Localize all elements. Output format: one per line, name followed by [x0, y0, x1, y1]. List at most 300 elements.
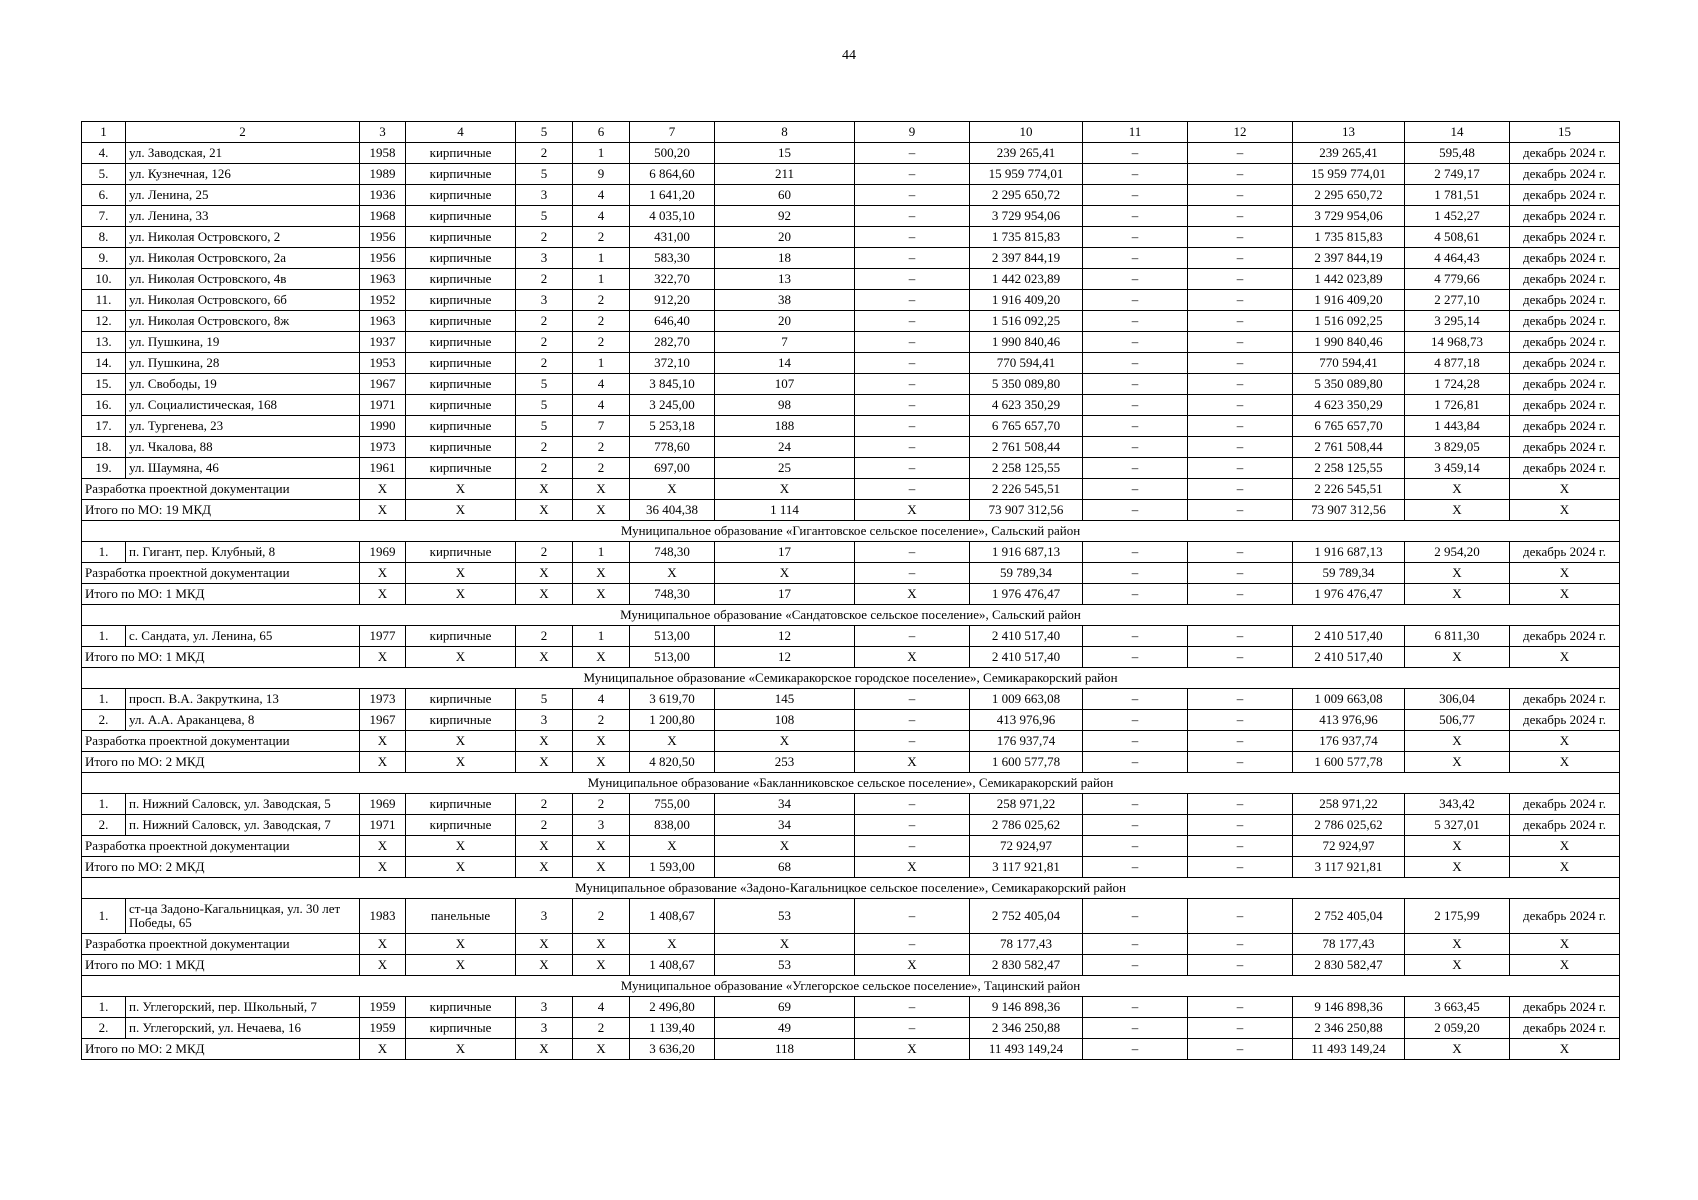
page-number: 44	[842, 48, 856, 63]
section-row	[82, 605, 1620, 626]
row-number: 13.	[82, 332, 126, 353]
cell-col-13: 6 765 657,70	[1293, 416, 1405, 437]
row-number: 18.	[82, 437, 126, 458]
cell-col-8: 92	[715, 206, 855, 227]
cell-col-4: кирпичные	[406, 248, 516, 269]
cell-col-4: кирпичные	[406, 437, 516, 458]
cell-col-6: 4	[573, 997, 630, 1018]
cell-col-9: –	[855, 542, 970, 563]
address: ст-ца Задоно-Кагальницкая, ул. 30 лет Победы, 65	[126, 899, 360, 934]
cell-col-7: 646,40	[630, 311, 715, 332]
cell-col-12: –	[1188, 290, 1293, 311]
summary-row	[82, 500, 1620, 521]
cell-col-10: 1 735 815,83	[970, 227, 1083, 248]
table-row	[82, 332, 1620, 353]
cell-col-14: 1 443,84	[1405, 416, 1510, 437]
cell-col-3: X	[360, 479, 406, 500]
cell-col-12: –	[1188, 626, 1293, 647]
cell-col-4: X	[406, 584, 516, 605]
cell-col-14: 1 724,28	[1405, 374, 1510, 395]
cell-col-10: 1 516 092,25	[970, 311, 1083, 332]
cell-col-5: 2	[516, 626, 573, 647]
row-number: 5.	[82, 164, 126, 185]
table-row	[82, 164, 1620, 185]
table-row	[82, 689, 1620, 710]
cell-col-11: –	[1083, 710, 1188, 731]
cell-col-10: 1 990 840,46	[970, 332, 1083, 353]
cell-col-5: X	[516, 752, 573, 773]
cell-col-13: 1 009 663,08	[1293, 689, 1405, 710]
cell-col-7: 1 408,67	[630, 955, 715, 976]
cell-col-8: 68	[715, 857, 855, 878]
table-row	[82, 290, 1620, 311]
cell-col-6: 1	[573, 353, 630, 374]
cell-col-9: X	[855, 500, 970, 521]
cell-col-8: 1 114	[715, 500, 855, 521]
cell-col-12: –	[1188, 647, 1293, 668]
cell-col-9: –	[855, 143, 970, 164]
cell-col-4: кирпичные	[406, 710, 516, 731]
cell-col-9: –	[855, 731, 970, 752]
summary-label: Разработка проектной документации	[82, 836, 360, 857]
cell-col-10: 2 397 844,19	[970, 248, 1083, 269]
cell-col-5: X	[516, 584, 573, 605]
summary-label: Разработка проектной документации	[82, 934, 360, 955]
row-number: 7.	[82, 206, 126, 227]
cell-col-12: –	[1188, 458, 1293, 479]
cell-col-7: X	[630, 836, 715, 857]
cell-col-4: кирпичные	[406, 353, 516, 374]
cell-col-11: –	[1083, 374, 1188, 395]
cell-col-14: 5 327,01	[1405, 815, 1510, 836]
cell-col-15: декабрь 2024 г.	[1510, 997, 1620, 1018]
cell-col-12: –	[1188, 857, 1293, 878]
summary-label: Разработка проектной документации	[82, 731, 360, 752]
cell-col-13: 2 295 650,72	[1293, 185, 1405, 206]
cell-col-5: X	[516, 563, 573, 584]
table-row	[82, 206, 1620, 227]
cell-col-7: X	[630, 934, 715, 955]
cell-col-10: 73 907 312,56	[970, 500, 1083, 521]
cell-col-14: 306,04	[1405, 689, 1510, 710]
summary-row	[82, 752, 1620, 773]
cell-col-6: 4	[573, 374, 630, 395]
cell-col-15: декабрь 2024 г.	[1510, 395, 1620, 416]
cell-col-14: 2 749,17	[1405, 164, 1510, 185]
column-number-1: 1	[82, 122, 126, 143]
cell-col-6: 2	[573, 437, 630, 458]
cell-col-15: декабрь 2024 г.	[1510, 143, 1620, 164]
cell-col-12: –	[1188, 395, 1293, 416]
cell-col-14: 4 877,18	[1405, 353, 1510, 374]
cell-col-3: X	[360, 857, 406, 878]
cell-col-3: 1973	[360, 689, 406, 710]
cell-col-6: 9	[573, 164, 630, 185]
cell-col-13: 2 761 508,44	[1293, 437, 1405, 458]
column-number-14: 14	[1405, 122, 1510, 143]
column-number-9: 9	[855, 122, 970, 143]
cell-col-13: 176 937,74	[1293, 731, 1405, 752]
cell-col-9: X	[855, 857, 970, 878]
cell-col-11: –	[1083, 934, 1188, 955]
cell-col-10: 2 830 582,47	[970, 955, 1083, 976]
cell-col-12: –	[1188, 227, 1293, 248]
cell-col-5: 5	[516, 395, 573, 416]
cell-col-14: 6 811,30	[1405, 626, 1510, 647]
address: ул. Социалистическая, 168	[126, 395, 360, 416]
cell-col-9: –	[855, 269, 970, 290]
cell-col-4: X	[406, 836, 516, 857]
cell-col-13: 72 924,97	[1293, 836, 1405, 857]
cell-col-3: 1959	[360, 1018, 406, 1039]
cell-col-11: –	[1083, 857, 1188, 878]
row-number: 11.	[82, 290, 126, 311]
cell-col-4: X	[406, 647, 516, 668]
table-row	[82, 458, 1620, 479]
cell-col-11: –	[1083, 815, 1188, 836]
cell-col-4: кирпичные	[406, 794, 516, 815]
cell-col-6: 2	[573, 332, 630, 353]
cell-col-3: X	[360, 563, 406, 584]
cell-col-15: X	[1510, 1039, 1620, 1060]
cell-col-7: 1 200,80	[630, 710, 715, 731]
cell-col-8: 107	[715, 374, 855, 395]
cell-col-5: 3	[516, 290, 573, 311]
section-row	[82, 773, 1620, 794]
cell-col-13: 239 265,41	[1293, 143, 1405, 164]
cell-col-13: 59 789,34	[1293, 563, 1405, 584]
cell-col-5: 5	[516, 374, 573, 395]
cell-col-4: кирпичные	[406, 227, 516, 248]
cell-col-3: X	[360, 752, 406, 773]
cell-col-14: X	[1405, 479, 1510, 500]
address: ул. Ленина, 25	[126, 185, 360, 206]
cell-col-8: 7	[715, 332, 855, 353]
address: ул. А.А. Араканцева, 8	[126, 710, 360, 731]
cell-col-12: –	[1188, 248, 1293, 269]
cell-col-15: декабрь 2024 г.	[1510, 206, 1620, 227]
cell-col-4: кирпичные	[406, 416, 516, 437]
cell-col-10: 3 729 954,06	[970, 206, 1083, 227]
cell-col-14: 1 452,27	[1405, 206, 1510, 227]
table-row	[82, 815, 1620, 836]
cell-col-7: 912,20	[630, 290, 715, 311]
cell-col-3: 1937	[360, 332, 406, 353]
cell-col-9: –	[855, 374, 970, 395]
cell-col-15: декабрь 2024 г.	[1510, 227, 1620, 248]
cell-col-3: 1967	[360, 710, 406, 731]
cell-col-4: кирпичные	[406, 290, 516, 311]
cell-col-9: –	[855, 458, 970, 479]
cell-col-12: –	[1188, 542, 1293, 563]
summary-row	[82, 955, 1620, 976]
cell-col-3: X	[360, 836, 406, 857]
cell-col-9: –	[855, 395, 970, 416]
cell-col-11: –	[1083, 731, 1188, 752]
cell-col-12: –	[1188, 374, 1293, 395]
cell-col-9: –	[855, 227, 970, 248]
cell-col-7: 838,00	[630, 815, 715, 836]
cell-col-13: 2 226 545,51	[1293, 479, 1405, 500]
cell-col-15: декабрь 2024 г.	[1510, 374, 1620, 395]
cell-col-6: 2	[573, 227, 630, 248]
cell-col-14: 3 459,14	[1405, 458, 1510, 479]
cell-col-5: 3	[516, 899, 573, 934]
cell-col-7: X	[630, 563, 715, 584]
address: ул. Кузнечная, 126	[126, 164, 360, 185]
table-row	[82, 899, 1620, 934]
cell-col-7: 778,60	[630, 437, 715, 458]
cell-col-13: 1 916 687,13	[1293, 542, 1405, 563]
cell-col-9: –	[855, 206, 970, 227]
cell-col-9: X	[855, 584, 970, 605]
cell-col-3: 1968	[360, 206, 406, 227]
cell-col-8: 18	[715, 248, 855, 269]
cell-col-9: –	[855, 416, 970, 437]
cell-col-11: –	[1083, 836, 1188, 857]
section-row	[82, 521, 1620, 542]
cell-col-8: 15	[715, 143, 855, 164]
cell-col-15: декабрь 2024 г.	[1510, 269, 1620, 290]
cell-col-11: –	[1083, 955, 1188, 976]
cell-col-12: –	[1188, 794, 1293, 815]
address: ул. Тургенева, 23	[126, 416, 360, 437]
cell-col-7: 3 845,10	[630, 374, 715, 395]
cell-col-4: X	[406, 500, 516, 521]
section-title: Муниципальное образование «Задоно-Кагальницкое сельское поселение», Семикаракорский район	[82, 878, 1620, 899]
cell-col-10: 2 226 545,51	[970, 479, 1083, 500]
cell-col-5: 3	[516, 185, 573, 206]
cell-col-13: 15 959 774,01	[1293, 164, 1405, 185]
cell-col-15: декабрь 2024 г.	[1510, 458, 1620, 479]
cell-col-11: –	[1083, 185, 1188, 206]
cell-col-10: 239 265,41	[970, 143, 1083, 164]
row-number: 17.	[82, 416, 126, 437]
cell-col-10: 2 295 650,72	[970, 185, 1083, 206]
cell-col-7: 513,00	[630, 626, 715, 647]
table-row	[82, 353, 1620, 374]
address: ул. Заводская, 21	[126, 143, 360, 164]
cell-col-9: –	[855, 248, 970, 269]
cell-col-5: 3	[516, 710, 573, 731]
cell-col-3: 1990	[360, 416, 406, 437]
cell-col-15: декабрь 2024 г.	[1510, 626, 1620, 647]
address: ул. Николая Островского, 8ж	[126, 311, 360, 332]
cell-col-5: X	[516, 1039, 573, 1060]
cell-col-9: –	[855, 1018, 970, 1039]
cell-col-13: 1 735 815,83	[1293, 227, 1405, 248]
cell-col-7: 755,00	[630, 794, 715, 815]
cell-col-3: 1936	[360, 185, 406, 206]
column-number-10: 10	[970, 122, 1083, 143]
cell-col-9: –	[855, 899, 970, 934]
cell-col-13: 5 350 089,80	[1293, 374, 1405, 395]
row-number: 10.	[82, 269, 126, 290]
cell-col-5: 5	[516, 206, 573, 227]
cell-col-11: –	[1083, 794, 1188, 815]
capital-repair-table	[81, 121, 1620, 1060]
cell-col-4: X	[406, 563, 516, 584]
cell-col-4: X	[406, 857, 516, 878]
cell-col-3: 1953	[360, 353, 406, 374]
column-number-row	[82, 122, 1620, 143]
cell-col-11: –	[1083, 563, 1188, 584]
column-number-2: 2	[126, 122, 360, 143]
summary-label: Итого по МО: 19 МКД	[82, 500, 360, 521]
cell-col-6: X	[573, 857, 630, 878]
cell-col-8: 12	[715, 647, 855, 668]
cell-col-10: 1 009 663,08	[970, 689, 1083, 710]
cell-col-10: 2 410 517,40	[970, 647, 1083, 668]
cell-col-12: –	[1188, 1018, 1293, 1039]
address: п. Углегорский, ул. Нечаева, 16	[126, 1018, 360, 1039]
cell-col-8: X	[715, 563, 855, 584]
cell-col-11: –	[1083, 689, 1188, 710]
cell-col-10: 59 789,34	[970, 563, 1083, 584]
table-row	[82, 1018, 1620, 1039]
table-row	[82, 542, 1620, 563]
cell-col-8: 108	[715, 710, 855, 731]
cell-col-6: X	[573, 934, 630, 955]
cell-col-15: X	[1510, 479, 1620, 500]
cell-col-12: –	[1188, 416, 1293, 437]
column-number-13: 13	[1293, 122, 1405, 143]
table-row	[82, 416, 1620, 437]
cell-col-3: 1971	[360, 395, 406, 416]
cell-col-11: –	[1083, 626, 1188, 647]
cell-col-6: 4	[573, 185, 630, 206]
section-row	[82, 668, 1620, 689]
cell-col-10: 11 493 149,24	[970, 1039, 1083, 1060]
cell-col-7: 748,30	[630, 584, 715, 605]
cell-col-4: кирпичные	[406, 311, 516, 332]
cell-col-15: декабрь 2024 г.	[1510, 794, 1620, 815]
cell-col-10: 413 976,96	[970, 710, 1083, 731]
address: ул. Чкалова, 88	[126, 437, 360, 458]
summary-label: Разработка проектной документации	[82, 563, 360, 584]
summary-row	[82, 647, 1620, 668]
cell-col-14: X	[1405, 934, 1510, 955]
cell-col-5: X	[516, 731, 573, 752]
cell-col-6: 1	[573, 626, 630, 647]
cell-col-13: 1 976 476,47	[1293, 584, 1405, 605]
cell-col-15: декабрь 2024 г.	[1510, 311, 1620, 332]
table-row	[82, 794, 1620, 815]
cell-col-14: 2 277,10	[1405, 290, 1510, 311]
cell-col-7: 322,70	[630, 269, 715, 290]
cell-col-6: 2	[573, 710, 630, 731]
cell-col-6: 2	[573, 311, 630, 332]
cell-col-10: 1 916 409,20	[970, 290, 1083, 311]
cell-col-4: X	[406, 752, 516, 773]
cell-col-14: 4 779,66	[1405, 269, 1510, 290]
table-row	[82, 395, 1620, 416]
cell-col-5: 2	[516, 437, 573, 458]
cell-col-6: 1	[573, 248, 630, 269]
cell-col-6: 3	[573, 815, 630, 836]
cell-col-11: –	[1083, 269, 1188, 290]
cell-col-6: X	[573, 479, 630, 500]
cell-col-15: декабрь 2024 г.	[1510, 332, 1620, 353]
cell-col-14: X	[1405, 752, 1510, 773]
cell-col-3: 1959	[360, 997, 406, 1018]
cell-col-9: –	[855, 437, 970, 458]
cell-col-6: X	[573, 731, 630, 752]
cell-col-13: 1 916 409,20	[1293, 290, 1405, 311]
cell-col-14: 4 508,61	[1405, 227, 1510, 248]
cell-col-12: –	[1188, 899, 1293, 934]
cell-col-6: 1	[573, 269, 630, 290]
cell-col-11: –	[1083, 437, 1188, 458]
row-number: 1.	[82, 899, 126, 934]
cell-col-13: 2 752 405,04	[1293, 899, 1405, 934]
cell-col-5: 5	[516, 689, 573, 710]
cell-col-14: 3 295,14	[1405, 311, 1510, 332]
cell-col-8: 20	[715, 227, 855, 248]
cell-col-14: X	[1405, 955, 1510, 976]
cell-col-7: 1 593,00	[630, 857, 715, 878]
cell-col-11: –	[1083, 479, 1188, 500]
cell-col-6: 4	[573, 689, 630, 710]
column-number-11: 11	[1083, 122, 1188, 143]
cell-col-8: 60	[715, 185, 855, 206]
cell-col-5: X	[516, 836, 573, 857]
cell-col-7: X	[630, 479, 715, 500]
cell-col-15: декабрь 2024 г.	[1510, 710, 1620, 731]
cell-col-8: X	[715, 836, 855, 857]
cell-col-7: 36 404,38	[630, 500, 715, 521]
cell-col-15: декабрь 2024 г.	[1510, 815, 1620, 836]
cell-col-15: X	[1510, 857, 1620, 878]
cell-col-11: –	[1083, 206, 1188, 227]
cell-col-15: декабрь 2024 г.	[1510, 290, 1620, 311]
cell-col-10: 15 959 774,01	[970, 164, 1083, 185]
cell-col-12: –	[1188, 437, 1293, 458]
cell-col-3: 1956	[360, 227, 406, 248]
cell-col-4: кирпичные	[406, 1018, 516, 1039]
cell-col-4: панельные	[406, 899, 516, 934]
cell-col-5: 2	[516, 143, 573, 164]
cell-col-12: –	[1188, 311, 1293, 332]
cell-col-9: –	[855, 836, 970, 857]
cell-col-6: 4	[573, 206, 630, 227]
cell-col-14: 4 464,43	[1405, 248, 1510, 269]
cell-col-12: –	[1188, 710, 1293, 731]
summary-row	[82, 934, 1620, 955]
cell-col-13: 1 516 092,25	[1293, 311, 1405, 332]
table-row	[82, 143, 1620, 164]
cell-col-4: X	[406, 479, 516, 500]
cell-col-12: –	[1188, 689, 1293, 710]
cell-col-13: 2 410 517,40	[1293, 647, 1405, 668]
cell-col-3: 1963	[360, 311, 406, 332]
summary-label: Итого по МО: 1 МКД	[82, 584, 360, 605]
cell-col-11: –	[1083, 1018, 1188, 1039]
row-number: 12.	[82, 311, 126, 332]
cell-col-3: 1956	[360, 248, 406, 269]
cell-col-7: 6 864,60	[630, 164, 715, 185]
cell-col-10: 2 752 405,04	[970, 899, 1083, 934]
cell-col-9: –	[855, 563, 970, 584]
cell-col-15: X	[1510, 647, 1620, 668]
cell-col-12: –	[1188, 563, 1293, 584]
cell-col-15: декабрь 2024 г.	[1510, 542, 1620, 563]
cell-col-9: –	[855, 815, 970, 836]
cell-col-12: –	[1188, 164, 1293, 185]
cell-col-15: X	[1510, 934, 1620, 955]
cell-col-4: кирпичные	[406, 269, 516, 290]
cell-col-13: 3 729 954,06	[1293, 206, 1405, 227]
